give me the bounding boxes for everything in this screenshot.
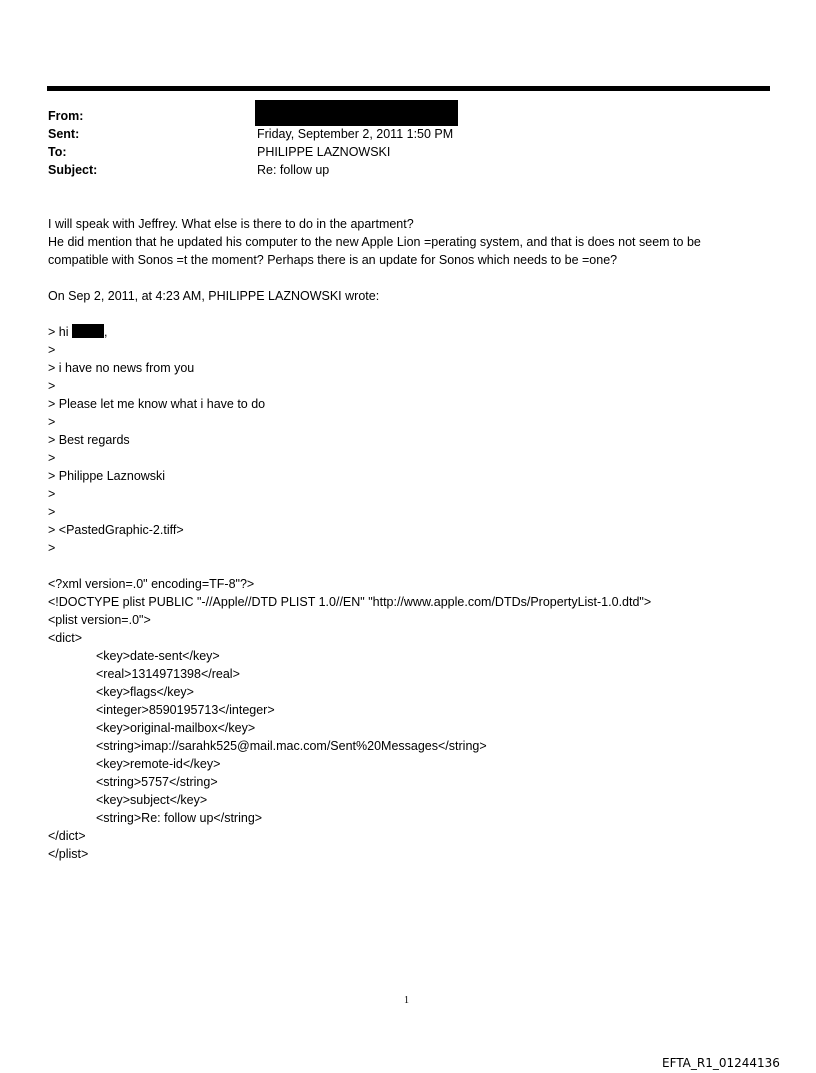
xml-declaration: <?xml version=.0" encoding=TF-8"?> — [48, 577, 255, 591]
xml-plist-close: </plist> — [48, 847, 89, 861]
xml-dict-open: <dict> — [48, 631, 83, 645]
xml-line: <key>original-mailbox</key> — [96, 721, 256, 735]
xml-line: <real>1314971398</real> — [96, 667, 240, 681]
page-number: 1 — [404, 995, 409, 1006]
xml-line: <integer>8590195713</integer> — [96, 703, 275, 717]
quote-line: > — [48, 505, 56, 519]
xml-line: <key>flags</key> — [96, 685, 194, 699]
quote-line: > Best regards — [48, 433, 130, 447]
xml-line: <key>remote-id</key> — [96, 757, 221, 771]
to-value: PHILIPPE LAZNOWSKI — [257, 145, 391, 159]
subject-value: Re: follow up — [257, 163, 330, 177]
xml-plist-open: <plist version=.0"> — [48, 613, 151, 627]
quote-line: > — [48, 541, 56, 555]
body-line-2: He did mention that he updated his computer to the new Apple Lion =perating system, and that is does not seem to be — [48, 235, 701, 249]
body-line-3: compatible with Sonos =t the moment? Perhaps there is an update for Sonos which needs to be =one? — [48, 253, 618, 267]
xml-dict-close: </dict> — [48, 829, 86, 843]
quote-greeting-comma: , — [103, 325, 108, 339]
sent-value: Friday, September 2, 2011 1:50 PM — [257, 127, 454, 141]
xml-doctype: <!DOCTYPE plist PUBLIC "-//Apple//DTD PLIST 1.0//EN" "http://www.apple.com/DTDs/PropertyList-1.0.dtd"> — [48, 595, 652, 609]
quote-line: > Philippe Laznowski — [48, 469, 166, 483]
quote-line: > — [48, 451, 56, 465]
quote-line: > — [48, 379, 56, 393]
body-line-1: I will speak with Jeffrey. What else is there to do in the apartment? — [48, 217, 414, 231]
quote-line: > — [48, 415, 56, 429]
quote-attachment: > <PastedGraphic-2.tiff> — [48, 523, 184, 537]
quote-greeting — [48, 323, 107, 341]
from-redaction — [255, 100, 458, 126]
subject-label: Subject: — [48, 163, 98, 177]
quote-greeting-text: > hi — [48, 325, 72, 339]
xml-line: <key>date-sent</key> — [96, 649, 220, 663]
header-rule — [47, 86, 770, 91]
quote-line: > Please let me know what i have to do — [48, 397, 266, 411]
quote-line: > i have no news from you — [48, 361, 195, 375]
to-label: To: — [48, 145, 67, 159]
xml-line: <string>Re: follow up</string> — [96, 811, 263, 825]
from-label: From: — [48, 109, 84, 123]
xml-line: <string>imap://sarahk525@mail.mac.com/Sent%20Messages</string> — [96, 739, 487, 753]
sent-label: Sent: — [48, 127, 80, 141]
quote-line: > — [48, 343, 56, 357]
document-id: EFTA_R1_01244136 — [662, 1056, 780, 1070]
quote-attribution: On Sep 2, 2011, at 4:23 AM, PHILIPPE LAZNOWSKI wrote: — [48, 289, 380, 303]
quote-line: > — [48, 487, 56, 501]
xml-line: <string>5757</string> — [96, 775, 218, 789]
name-redaction — [72, 324, 104, 338]
xml-line: <key>subject</key> — [96, 793, 208, 807]
